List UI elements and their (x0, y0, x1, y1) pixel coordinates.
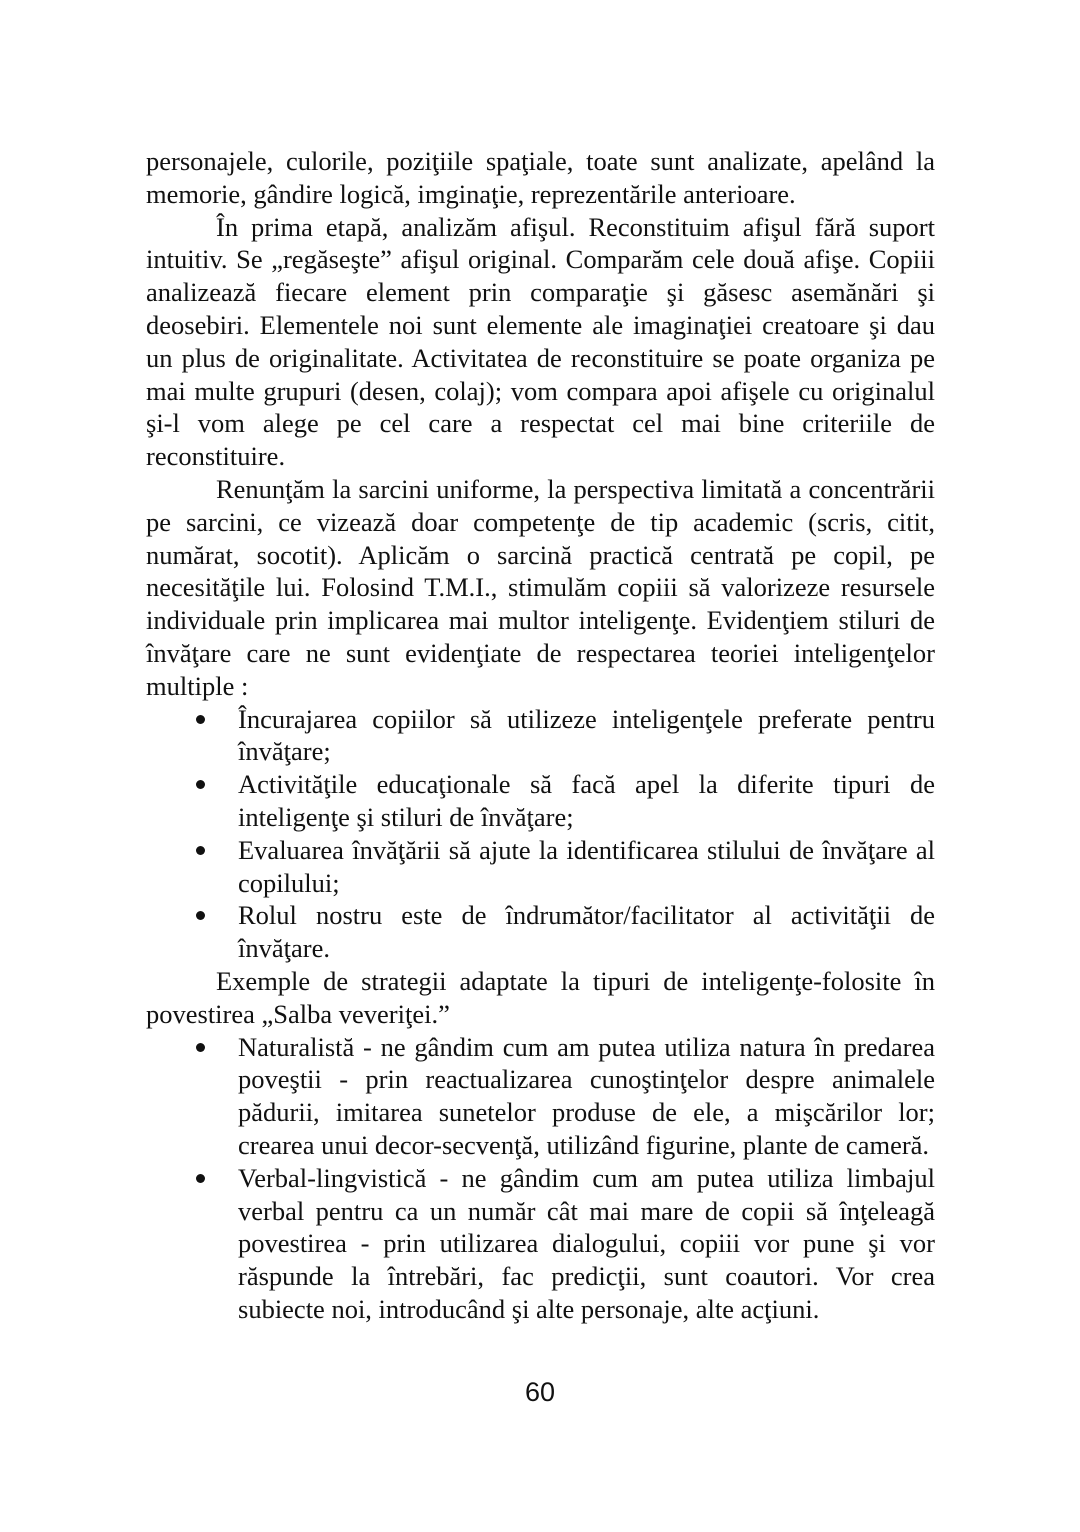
bullet-icon (196, 1043, 205, 1052)
list-item (146, 834, 935, 900)
bullet-icon (196, 846, 205, 855)
list-item-text: Rolul nostru este de îndrumător/facilitator al activităţii de învăţare. (238, 900, 935, 964)
bullet-icon (196, 715, 205, 724)
list-item-text: Încurajarea copiilor să utilizeze inteligenţele preferate pentru învăţare; (238, 703, 935, 767)
intelligence-strategies-list (146, 1031, 935, 1326)
paragraph-strategy-examples: Exemple de strategii adaptate la tipuri de inteligenţe-folosite în povestirea „Salba veveriţei.” (146, 965, 935, 1029)
list-item (146, 768, 935, 834)
document-page (146, 145, 935, 1326)
bullet-icon (196, 780, 205, 789)
list-item (146, 1162, 935, 1326)
paragraph-poster-analysis: În prima etapă, analizăm afişul. Reconstituim afişul fără suport intuitiv. Se „regăseşte” afişul original. Comparăm cele două afişe. Copiii analizează fiecare element prin comparaţie şi găsesc asemănări şi deosebiri. Elementele noi sunt elemente ale imaginaţiei creatoare şi dau un plus de originalitate. Activitatea de reconstituire se poate organiza pe mai multe grupuri (desen, colaj); vom compara apoi afişele cu originalul şi-l vom alege pe cel care a respectat cel mai bine criteriile de reconstituire. (146, 211, 935, 472)
list-item (146, 703, 935, 769)
list-item-text: Evaluarea învăţării să ajute la identificarea stilului de învăţare al copilului; (238, 834, 935, 898)
paragraph-intro-continuation: personajele, culorile, poziţiile spaţiale, toate sunt analizate, apelând la memorie, gândire logică, imginaţie, reprezentările anterioare. (146, 146, 935, 209)
list-item-text: Activităţile educaţionale să facă apel la diferite tipuri de inteligenţe şi stiluri de învăţare; (238, 769, 935, 832)
bullet-icon (196, 1174, 205, 1183)
list-item-text: Verbal-lingvistică - ne gândim cum am putea utiliza limbajul verbal pentru ca un număr cât mai mare de copii să înţeleagă povestirea - prin utilizarea dialogului, copiii vor pune şi vor răspunde la întrebări, fac predicţii, sunt coautori. Vor crea subiecte noi, introducând şi alte personaje, alte acţiuni. (238, 1162, 935, 1324)
bullet-icon (196, 911, 205, 920)
learning-styles-list (146, 703, 935, 965)
list-item (146, 899, 935, 965)
list-item (146, 1031, 935, 1162)
list-item-text: Naturalistă - ne gândim cum am putea utiliza natura în predarea poveştii - prin reactualizarea cunoştinţelor despre animalele pădurii, imitarea sunetelor produse de ele, a mişcărilor lor; crearea unui decor-secvenţă, utilizând figurine, plante de cameră. (238, 1031, 935, 1160)
page-number: 60 (524, 1377, 556, 1407)
paragraph-multiple-intelligences: Renunţăm la sarcini uniforme, la perspectiva limitată a concentrării pe sarcini, ce vizează doar competenţe de tip academic (scris, citit, numărat, socotit). Aplicăm o sarcină practică centrată pe copil, pe necesităţile lui. Folosind T.M.I., stimulăm copiii să valorizeze resursele individuale prin implicarea mai multor inteligenţe. Evidenţiem stiluri de învăţare care ne sunt evidenţiate de respectarea teoriei inteligenţelor multiple : (146, 473, 935, 701)
